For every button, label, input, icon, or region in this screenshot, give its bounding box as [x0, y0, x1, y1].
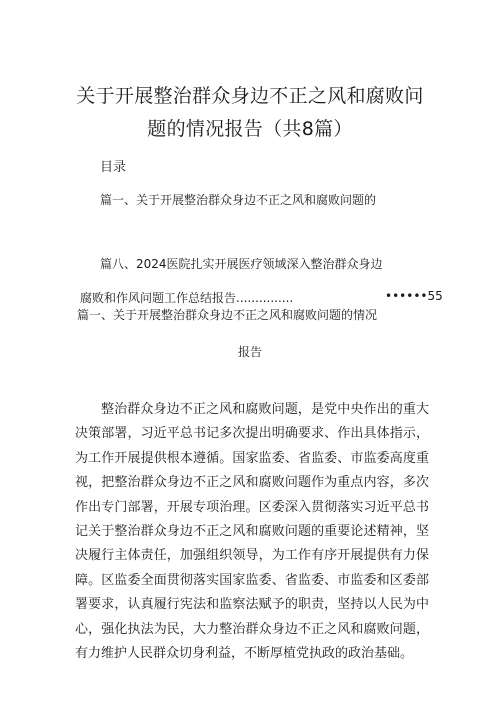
- document-title-line-1: 关于开展整治群众身边不正之风和腐败问: [76, 85, 424, 107]
- section-title: 篇一、关于开展整治群众身边不正之风和腐败问题的情况: [77, 308, 378, 322]
- toc-heading: 目录: [100, 160, 127, 175]
- document-title-line-2: 题的情况报告（共8篇）: [147, 118, 353, 140]
- section-subtitle: 报告: [237, 345, 262, 359]
- toc-item-8-page-number: ••••••55: [385, 289, 443, 303]
- section-body-paragraph: 整治群众身边不正之风和腐败问题，是党中央作出的重大决策部署，习近平总书记多次提出明确要求、作出具体指示，为工作开展提供根本遵循。国家监委、省监委、市监委高度重视，把整治群众身边不正之风和腐败问题作为重点内容，多次作出专门部署，开展专项治理。区委深入贯彻落实习近平总书记关于整治群众身边不正之风和腐败问题的重要论述精神，坚决履行主体责任，加强组织领导，为工作有序开展提供有力保障。区监委全面贯彻落实国家监委、省监委、市监委和区委部署要求，认真履行宪法和监察法赋予的职责，坚持以人民为中心，强化执法为民，大力整治群众身边不正之风和腐败问题，有力维护人民群众切身利益，不断厚植党执政的政治基础。: [75, 402, 429, 662]
- toc-item-1[interactable]: 篇一、关于开展整治群众身边不正之风和腐败问题的: [100, 193, 377, 207]
- toc-item-8-line-1[interactable]: 篇八、2024医院扎实开展医疗领域深入整治群众身边: [100, 257, 383, 271]
- toc-item-8-line-2[interactable]: 腐败和作风问题工作总结报告...............: [80, 291, 294, 305]
